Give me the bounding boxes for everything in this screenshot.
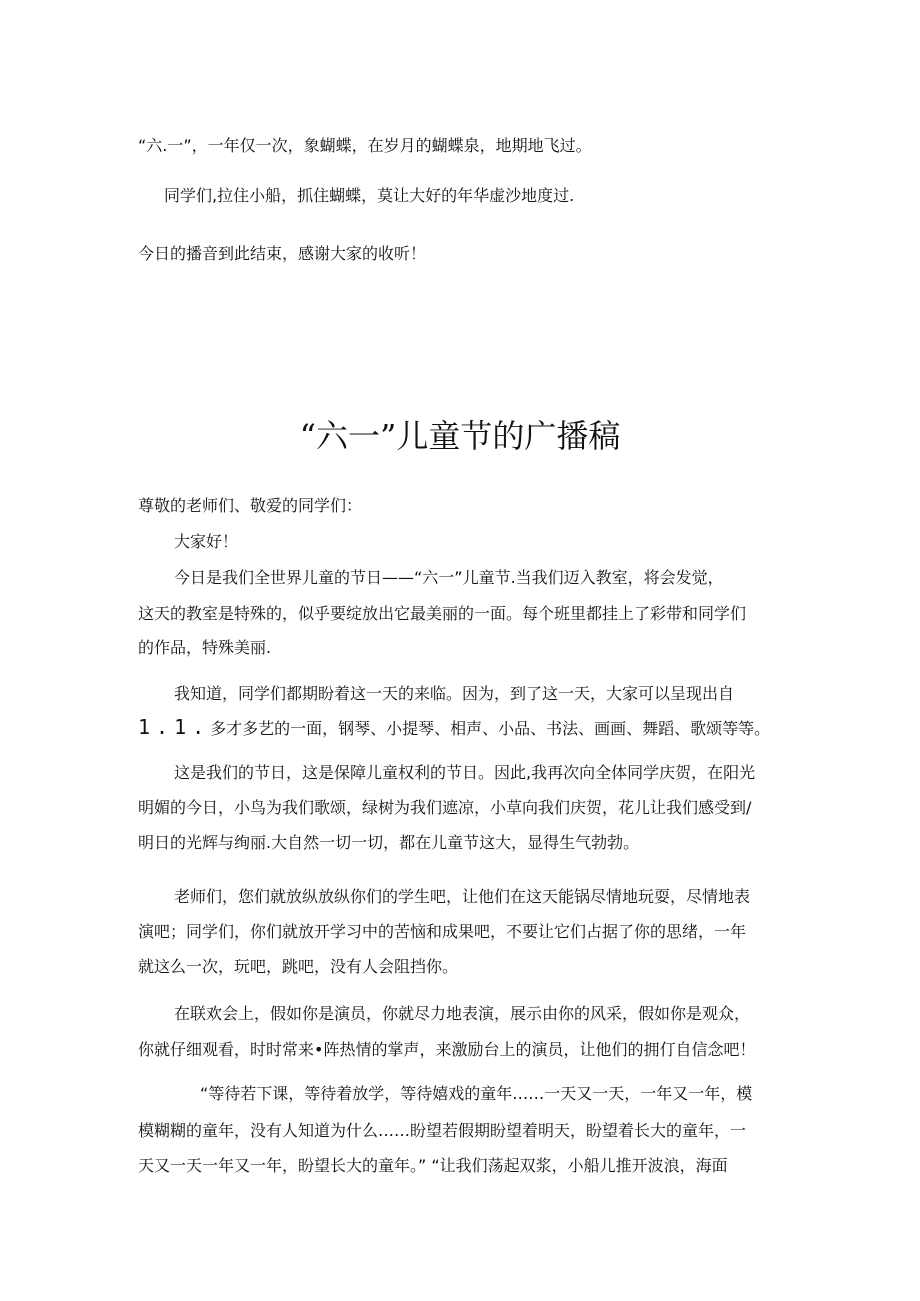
paragraph-3-line-3: 明日的光辉与绚丽.大自然一切一切，都在儿童节这大，显得生气勃勃。 <box>138 833 640 852</box>
paragraph-4-line-1: 老师们，您们就放纵放纵你们的学生吧，让他们在这天能锅尽情地玩耍，尽情地表 <box>174 887 751 906</box>
list-marker: 1.1. <box>138 715 211 739</box>
intro-line-2: 同学们,拉住小船，抓住蝴蝶，莫让大好的年华虚沙地度过. <box>164 186 575 205</box>
paragraph-5-line-2: 你就仔细观看，时时常来•阵热情的掌声，来激励台上的演员，让他们的拥仃自信念吧！ <box>138 1040 756 1059</box>
paragraph-6-line-3: 天又一天一年又一年，盼望长大的童年。” “让我们荡起双浆，小船儿推开波浪，海面 <box>138 1156 728 1175</box>
greeting: 大家好！ <box>174 532 239 551</box>
page-title: “六一”儿童节的广播稿 <box>299 417 621 455</box>
paragraph-6-line-2: 模糊糊的童年，没有人知道为什么……盼望若假期盼望着明天，盼望着长大的童年，一 <box>138 1121 747 1140</box>
paragraph-2-line-2-text: 多才多艺的一面，钢琴、小提琴、相声、小品、书法、画画、舞蹈、歌颂等等。 <box>210 719 771 738</box>
paragraph-1-line-1: 今日是我们全世界儿童的节日——“六一”儿童节.当我们迈入教室，将会发觉， <box>174 568 724 587</box>
paragraph-2-line-1: 我知道，同学们都期盼着这一天的来临。因为，到了这一天，大家可以呈现出自 <box>174 684 735 703</box>
paragraph-1-line-3: 的作品，特殊美丽. <box>138 638 272 657</box>
salutation: 尊敬的老师们、敬爱的同学们： <box>138 496 363 515</box>
paragraph-2-line-2 <box>138 717 770 739</box>
paragraph-4-line-3: 就这么一次，玩吧，跳吧，没有人会阻挡你。 <box>138 957 459 976</box>
paragraph-3-line-1: 这是我们的节日，这是保障儿童权利的节日。因此,我再次向全体同学庆贺，在阳光 <box>174 763 756 782</box>
paragraph-1-line-2: 这天的教室是特殊的，似乎要绽放出它最美丽的一面。每个班里都挂上了彩带和同学们 <box>138 604 747 623</box>
intro-line-1: “六.一”，一年仅一次，象蝴蝶，在岁月的蝴蝶泉，地期地飞过。 <box>138 136 592 155</box>
paragraph-5-line-1: 在联欢会上，假如你是演员，你就尽力地表演，展示由你的风采，假如你是观众， <box>174 1004 751 1023</box>
paragraph-6-line-1: “等待若下课，等待着放学，等待嬉戏的童年……一天又一天，一年又一年，模 <box>200 1084 753 1103</box>
paragraph-4-line-2: 演吧；同学们，你们就放开学习中的苦恼和成果吧，不要让它们占据了你的思绪，一年 <box>138 922 747 941</box>
intro-line-3: 今日的播音到此结束，感谢大家的收听！ <box>138 244 427 263</box>
paragraph-3-line-2: 明媚的今日，小鸟为我们歌颂，绿树为我们遮凉，小草向我们庆贺，花儿让我们感受到/ <box>138 798 752 817</box>
